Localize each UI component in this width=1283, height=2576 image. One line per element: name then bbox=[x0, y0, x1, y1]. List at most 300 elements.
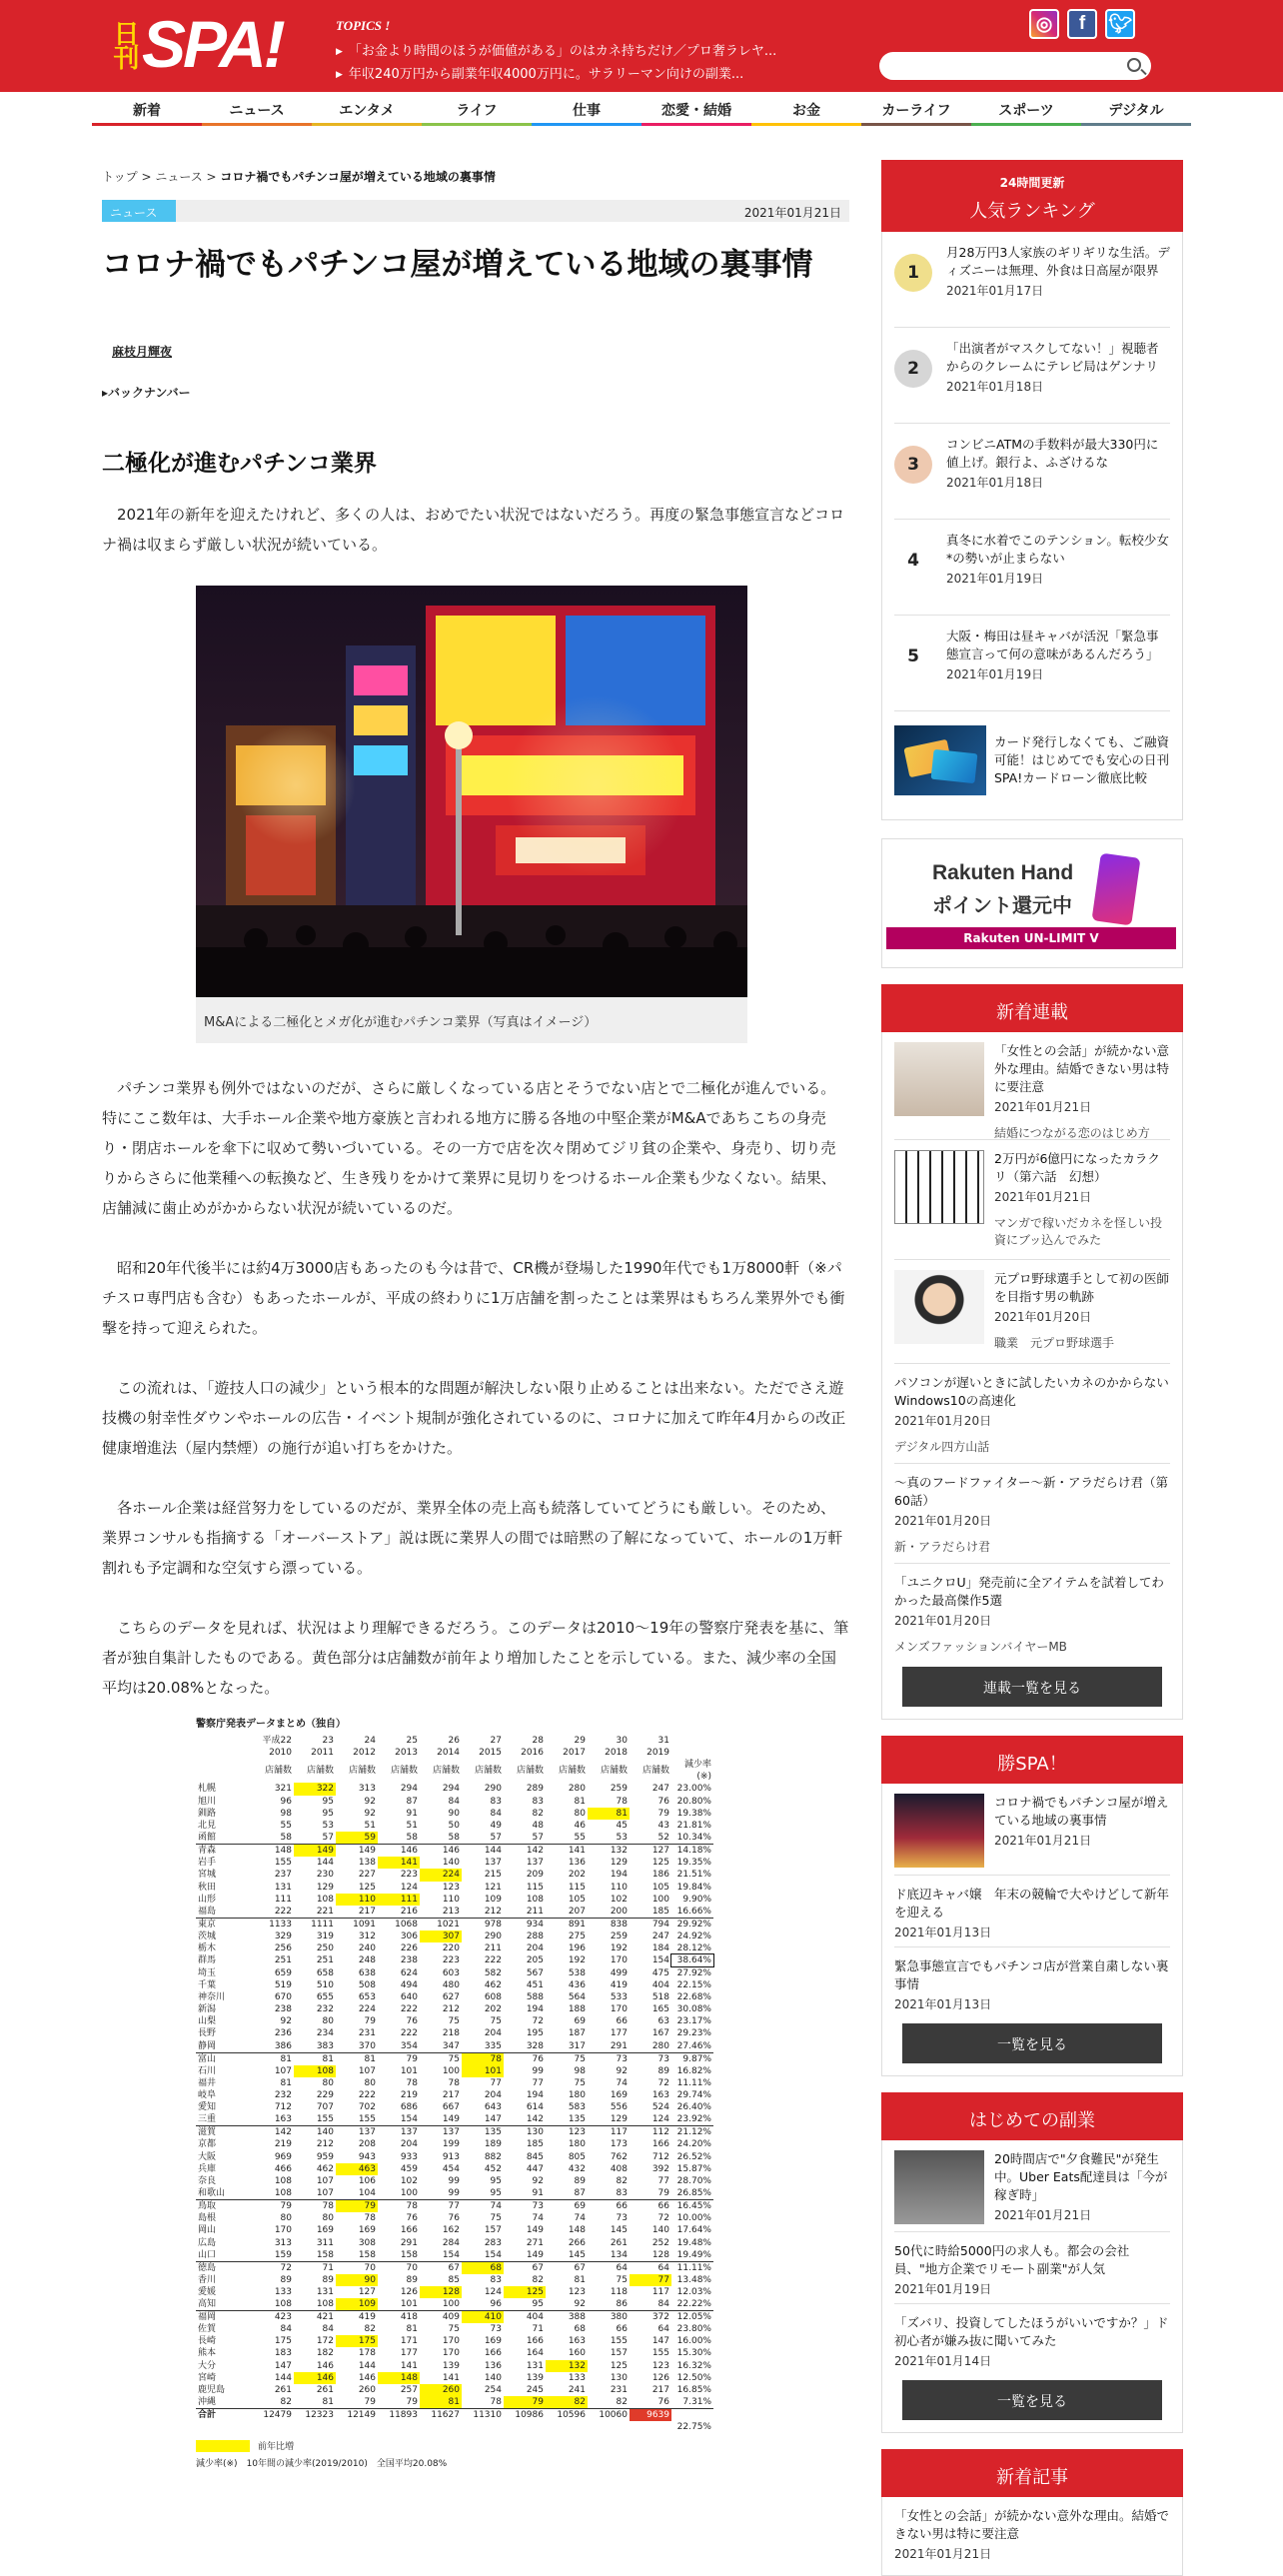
table-cell: 84 bbox=[322, 2324, 334, 2335]
table-cell: 店舗数 bbox=[306, 1766, 334, 1777]
table-cell: 163 bbox=[568, 2336, 586, 2347]
table-cell: 216 bbox=[400, 1906, 418, 1917]
table-cell: 845 bbox=[526, 2151, 544, 2162]
table-cell: 658 bbox=[316, 1967, 334, 1978]
table-cell: 139 bbox=[526, 2372, 544, 2383]
table-cell: 岐阜 bbox=[198, 2090, 217, 2101]
table-cell bbox=[196, 2421, 252, 2433]
article-photo bbox=[196, 586, 747, 1043]
table-cell bbox=[378, 2421, 420, 2433]
table-cell: 123 bbox=[651, 2360, 669, 2371]
ranking-item[interactable] bbox=[894, 424, 1170, 520]
katsu-item[interactable] bbox=[894, 1876, 1170, 1947]
table-cell: 75 bbox=[490, 2213, 502, 2224]
katsu-item[interactable] bbox=[894, 1784, 1170, 1876]
serial-item[interactable] bbox=[894, 1140, 1170, 1260]
table-cell: 312 bbox=[358, 1931, 376, 1941]
table-cell: 20.80% bbox=[676, 1796, 711, 1807]
table-cell: 510 bbox=[316, 1979, 334, 1990]
card-loan-ad[interactable] bbox=[894, 711, 1170, 819]
table-cell: 230 bbox=[316, 1870, 334, 1881]
rank-number: 4 bbox=[907, 551, 919, 571]
table-cell: 82 bbox=[546, 2396, 588, 2409]
ranking-item[interactable] bbox=[894, 616, 1170, 711]
table-cell: 12.03% bbox=[676, 2286, 711, 2297]
table-cell: 475 bbox=[651, 1967, 669, 1978]
table-cell: 11.11% bbox=[671, 2261, 713, 2274]
serial-name[interactable]: デジタル四方山話 bbox=[894, 1440, 990, 1454]
table-cell: 162 bbox=[442, 2225, 460, 2236]
table-cell: 627 bbox=[442, 1991, 460, 2002]
table-cell: 144 bbox=[274, 2372, 292, 2383]
table-cell: 栃木 bbox=[198, 1943, 217, 1954]
table-cell: 神奈川 bbox=[198, 1991, 226, 2002]
table-cell: 73 bbox=[616, 2213, 628, 2224]
table-cell: 169 bbox=[358, 2225, 376, 2236]
table-row bbox=[196, 2040, 713, 2053]
table-cell: 78 bbox=[406, 2077, 418, 2088]
table-cell: 260 bbox=[420, 2384, 462, 2396]
table-row bbox=[196, 1894, 713, 1906]
new-article-date: 2021年01月21日 bbox=[894, 2547, 992, 2561]
table-row bbox=[196, 1979, 713, 1991]
table-cell: 155 bbox=[358, 2114, 376, 2125]
ranking-title-text: 大阪・梅田は昼キャバが活況「緊急事態宣言って何の意味があるんだろう」 2021年01月19日 bbox=[946, 628, 1170, 683]
breadcrumb-news[interactable]: ニュース bbox=[155, 170, 203, 184]
side-job-list-button[interactable]: 一覧を見る bbox=[902, 2380, 1162, 2420]
table-cell: 82 bbox=[532, 2274, 544, 2285]
table-cell: 72 bbox=[252, 2261, 294, 2274]
table-cell: 51 bbox=[364, 1821, 376, 1832]
table-title: 警察庁発表データまとめ（独自） bbox=[196, 1719, 346, 1730]
table-cell: 98 bbox=[280, 1808, 292, 1819]
table-cell: 200 bbox=[610, 1906, 628, 1917]
table-cell: 146 bbox=[294, 2372, 336, 2384]
table-cell: 110 bbox=[336, 1894, 378, 1906]
table-cell bbox=[671, 1747, 713, 1759]
table-cell: 奈良 bbox=[198, 2175, 217, 2186]
table-cell: 141 bbox=[400, 2360, 418, 2371]
table-cell: 53 bbox=[616, 1833, 628, 1844]
sidebar bbox=[881, 160, 1183, 2576]
table-cell: 19.38% bbox=[676, 1808, 711, 1819]
table-cell: 24.20% bbox=[676, 2139, 711, 2150]
table-cell: 91 bbox=[532, 2188, 544, 2199]
nav-item-love[interactable]: 恋愛・結婚 bbox=[642, 92, 751, 126]
table-cell: 7.31% bbox=[682, 2397, 711, 2408]
table-cell: 徳島 bbox=[196, 2261, 252, 2274]
table-cell: 16.82% bbox=[676, 2065, 711, 2076]
table-cell: 121 bbox=[484, 1882, 502, 1893]
table-cell: 329 bbox=[274, 1931, 292, 1941]
author-link[interactable]: 麻枝月輝夜 bbox=[112, 345, 173, 359]
table-cell: 624 bbox=[400, 1967, 418, 1978]
katsu-thumbnail bbox=[894, 1794, 984, 1868]
table-cell: 115 bbox=[526, 1882, 544, 1893]
table-cell: 141 bbox=[378, 1857, 420, 1869]
instagram-icon[interactable]: ◎ bbox=[1029, 9, 1059, 39]
table-row bbox=[196, 1796, 713, 1808]
serial-name[interactable]: 結婚につながる恋のはじめ方 bbox=[994, 1126, 1150, 1140]
table-cell: 12479 bbox=[252, 2409, 294, 2422]
table-cell: 長崎 bbox=[198, 2336, 217, 2347]
table-cell: 店舗数 bbox=[516, 1766, 544, 1777]
serial-item[interactable] bbox=[894, 1364, 1170, 1464]
table-cell: 149 bbox=[336, 1845, 378, 1858]
table-row bbox=[196, 1942, 713, 1954]
serial-list bbox=[881, 1032, 1183, 1720]
table-cell: 202 bbox=[568, 1870, 586, 1881]
table-cell: 84 bbox=[280, 2324, 292, 2335]
table-cell: 583 bbox=[568, 2102, 586, 2113]
table-row bbox=[196, 2089, 713, 2101]
category-badge[interactable]: ニュース bbox=[102, 200, 176, 222]
table-cell: 125 bbox=[610, 2360, 628, 2371]
table-cell: 215 bbox=[484, 1870, 502, 1881]
table-cell: 2010 bbox=[269, 1748, 292, 1759]
table-row bbox=[196, 2052, 713, 2065]
table-cell: 130 bbox=[504, 2126, 546, 2139]
table-cell: 169 bbox=[316, 2225, 334, 2236]
table-cell: 209 bbox=[526, 1870, 544, 1881]
table-row bbox=[196, 2163, 713, 2175]
serial-list-button[interactable]: 連載一覧を見る bbox=[902, 1667, 1162, 1707]
table-cell: 133 bbox=[568, 2372, 586, 2383]
table-cell: 81 bbox=[322, 2397, 334, 2408]
serial-date: 2021年01月20日 bbox=[994, 1310, 1092, 1324]
table-cell: 87 bbox=[574, 2188, 586, 2199]
table-cell: 75 bbox=[490, 2016, 502, 2027]
breadcrumb-separator: > bbox=[137, 170, 156, 184]
social-links bbox=[1029, 9, 1135, 39]
table-cell: 188 bbox=[568, 2004, 586, 2015]
table-cell: 14.18% bbox=[671, 1845, 713, 1858]
table-cell: 204 bbox=[526, 1943, 544, 1954]
table-row bbox=[196, 2113, 713, 2126]
new-article-item[interactable] bbox=[894, 2497, 1170, 2563]
table-cell: 237 bbox=[274, 1870, 292, 1881]
table-cell: 鳥取 bbox=[196, 2200, 252, 2213]
table-cell: 208 bbox=[358, 2139, 376, 2150]
table-cell: 105 bbox=[568, 1894, 586, 1905]
table-cell: 79 bbox=[364, 2016, 376, 2027]
site-logo[interactable] bbox=[109, 7, 283, 81]
table-cell: 82 bbox=[532, 1808, 544, 1819]
table-row bbox=[196, 2298, 713, 2311]
table-row bbox=[196, 2335, 713, 2347]
katsu-list-button[interactable]: 一覧を見る bbox=[902, 2023, 1162, 2063]
table-cell: 16.45% bbox=[671, 2200, 713, 2213]
table-cell: 499 bbox=[610, 1967, 628, 1978]
table-cell: 284 bbox=[442, 2237, 460, 2248]
nav-item-sports[interactable]: スポーツ bbox=[971, 92, 1081, 126]
table-cell bbox=[671, 1735, 713, 1747]
breadcrumb-current: コロナ禍でもパチンコ屋が増えている地域の裏事情 bbox=[220, 170, 496, 184]
table-cell: 155 bbox=[316, 2114, 334, 2125]
table-row bbox=[196, 2065, 713, 2077]
table-cell: 111 bbox=[378, 1894, 420, 1906]
table-cell: 77 bbox=[630, 2274, 671, 2286]
table-cell: 74 bbox=[532, 2213, 544, 2224]
table-cell: 108 bbox=[274, 2299, 292, 2309]
nav-item-carlife[interactable]: カーライフ bbox=[861, 92, 971, 126]
ranking-item[interactable] bbox=[894, 520, 1170, 616]
table-cell: 63 bbox=[657, 2016, 669, 2027]
nav-item-new[interactable]: 新着 bbox=[92, 92, 202, 126]
article bbox=[102, 168, 849, 1703]
table-cell: 252 bbox=[651, 2237, 669, 2248]
table-cell: 店舗数 bbox=[348, 1766, 376, 1777]
table-cell bbox=[630, 2421, 671, 2433]
table-cell: 100 bbox=[651, 1894, 669, 1905]
table-cell: 79 bbox=[252, 2200, 294, 2213]
table-cell: 261 bbox=[316, 2385, 334, 2396]
table-cell: 静岡 bbox=[198, 2040, 217, 2051]
table-cell: 762 bbox=[610, 2151, 628, 2162]
ranking-date: 2021年01月17日 bbox=[946, 284, 1044, 298]
table-row bbox=[196, 2311, 713, 2324]
table-cell: 9639 bbox=[630, 2409, 671, 2422]
table-cell: 77 bbox=[490, 2077, 502, 2088]
table-cell: 166 bbox=[526, 2336, 544, 2347]
table-cell: 419 bbox=[610, 1979, 628, 1990]
table-cell: 220 bbox=[442, 1943, 460, 1954]
table-cell: 137 bbox=[526, 1858, 544, 1869]
table-cell: 108 bbox=[316, 1894, 334, 1905]
table-cell: 136 bbox=[568, 1858, 586, 1869]
table-cell: 251 bbox=[274, 1955, 292, 1966]
table-cell: 84 bbox=[490, 1808, 502, 1819]
table-cell: 307 bbox=[420, 1931, 462, 1942]
table-cell: 144 bbox=[462, 1845, 504, 1858]
table-cell: 166 bbox=[651, 2139, 669, 2150]
table-cell: 50 bbox=[448, 1821, 460, 1832]
new-articles-section bbox=[881, 2449, 1183, 2576]
table-cell: 128 bbox=[420, 2286, 462, 2298]
table-cell bbox=[294, 2421, 336, 2433]
table-cell: 15.30% bbox=[676, 2348, 711, 2359]
table-cell: 386 bbox=[274, 2040, 292, 2051]
table-row bbox=[196, 1759, 713, 1783]
table-cell: 227 bbox=[358, 1870, 376, 1881]
table-cell: 1111 bbox=[294, 1918, 336, 1931]
table-row bbox=[196, 1808, 713, 1820]
table-cell: 北見 bbox=[198, 1821, 217, 1832]
search-input[interactable] bbox=[879, 52, 1151, 80]
table-cell: 兵庫 bbox=[198, 2163, 217, 2174]
table-cell: 102 bbox=[400, 2175, 418, 2186]
table-cell: 175 bbox=[274, 2336, 292, 2347]
table-cell: 90 bbox=[336, 2274, 378, 2286]
table-cell: 238 bbox=[400, 1955, 418, 1966]
table-cell: 125 bbox=[651, 1858, 669, 1869]
topics-title: TOPICS ! bbox=[336, 18, 391, 33]
table-cell: 222 bbox=[400, 2004, 418, 2015]
table-row bbox=[196, 1857, 713, 1869]
rakuten-banner[interactable] bbox=[881, 838, 1183, 968]
ranking-date: 2021年01月18日 bbox=[946, 380, 1044, 394]
nav-item-news[interactable]: ニュース bbox=[202, 92, 312, 126]
table-cell: 72 bbox=[657, 2077, 669, 2088]
ranking-item[interactable] bbox=[894, 232, 1170, 328]
table-cell: 78 bbox=[378, 2200, 420, 2213]
table-cell: 26.40% bbox=[676, 2102, 711, 2113]
table-cell: 217 bbox=[651, 2385, 669, 2396]
table-cell: 78 bbox=[490, 2397, 502, 2408]
table-cell: 鹿児島 bbox=[198, 2385, 226, 2396]
table-cell: 岩手 bbox=[198, 1858, 217, 1869]
table-cell: 76 bbox=[448, 2213, 460, 2224]
serial-name[interactable]: 新・アラだらけ君 bbox=[894, 1540, 991, 1554]
ranking-item[interactable] bbox=[894, 328, 1170, 424]
table-cell: 159 bbox=[274, 2249, 292, 2260]
table-cell: 319 bbox=[316, 1931, 334, 1941]
serial-item[interactable] bbox=[894, 1464, 1170, 1564]
rank-number: 1 bbox=[894, 254, 932, 292]
search-icon[interactable] bbox=[1127, 58, 1141, 72]
table-cell: 404 bbox=[651, 1979, 669, 1990]
table-cell: 141 bbox=[546, 1845, 588, 1858]
table-cell: 79 bbox=[336, 2200, 378, 2213]
nav-item-money[interactable]: お金 bbox=[751, 92, 861, 126]
table-cell: 182 bbox=[316, 2348, 334, 2359]
twitter-icon[interactable]: 🐦︎ bbox=[1105, 9, 1135, 39]
side-job-item[interactable] bbox=[894, 2140, 1170, 2232]
katsu-title: ド底辺キャバ嬢 年末の競輪で大やけどして新年を迎える 2021年01月13日 bbox=[894, 1887, 1170, 1939]
table-cell: 347 bbox=[442, 2040, 460, 2051]
side-job-item[interactable] bbox=[894, 2232, 1170, 2304]
table-cell: 100 bbox=[442, 2065, 460, 2076]
table-cell: 83 bbox=[532, 1796, 544, 1807]
table-cell: 11310 bbox=[462, 2409, 504, 2422]
table-cell: 30 bbox=[616, 1736, 628, 1747]
side-job-item[interactable] bbox=[894, 2304, 1170, 2368]
serial-item[interactable] bbox=[894, 1564, 1170, 1655]
serial-title: 元プロ野球選手として初の医師を目指す男の軌跡 2021年01月20日 bbox=[994, 1271, 1170, 1324]
breadcrumb-top[interactable]: トップ bbox=[102, 170, 138, 184]
facebook-icon[interactable]: f bbox=[1067, 9, 1097, 39]
table-cell: 110 bbox=[442, 1894, 460, 1905]
table-row bbox=[196, 2224, 713, 2236]
table-cell: 271 bbox=[526, 2237, 544, 2248]
backnumber-link[interactable]: ▸ バックナンバー bbox=[102, 384, 849, 401]
table-cell: 462 bbox=[484, 1979, 502, 1990]
rank-number: 2 bbox=[894, 350, 932, 388]
table-cell: 404 bbox=[504, 2311, 546, 2324]
table-cell: 219 bbox=[274, 2139, 292, 2150]
table-cell: 138 bbox=[358, 1858, 376, 1869]
topic-link[interactable]: ▶ 「お金より時間のほうが価値がある」のはカネ持ちだけ／プロ奢ラレヤ... bbox=[336, 40, 776, 59]
table-cell: 146 bbox=[358, 2372, 376, 2383]
table-cell: 969 bbox=[274, 2151, 292, 2162]
table-cell: 978 bbox=[462, 1918, 504, 1931]
table-cell: 260 bbox=[358, 2385, 376, 2396]
table-cell: 19.84% bbox=[676, 1882, 711, 1893]
table-cell: 73 bbox=[588, 2052, 630, 2065]
table-cell: 87 bbox=[406, 1796, 418, 1807]
table-cell: 266 bbox=[568, 2237, 586, 2248]
table-cell: 108 bbox=[274, 2175, 292, 2186]
nav-item-digital[interactable]: デジタル bbox=[1081, 92, 1191, 126]
table-cell: 73 bbox=[630, 2052, 671, 2065]
table-cell: 288 bbox=[526, 1931, 544, 1941]
table-cell: 133 bbox=[274, 2286, 292, 2297]
table-cell: 68 bbox=[574, 2324, 586, 2335]
table-cell: 217 bbox=[442, 2090, 460, 2101]
table-cell: 81 bbox=[280, 2077, 292, 2088]
table-cell: 222 bbox=[484, 1955, 502, 1966]
katsu-item[interactable] bbox=[894, 1947, 1170, 2011]
table-cell: 78 bbox=[448, 2077, 460, 2088]
table-cell: 567 bbox=[526, 1967, 544, 1978]
table-cell: 島根 bbox=[198, 2213, 217, 2224]
nav-item-work[interactable]: 仕事 bbox=[532, 92, 642, 126]
nav-item-entame[interactable]: エンタメ bbox=[312, 92, 422, 126]
table-cell: 291 bbox=[400, 2237, 418, 2248]
table-cell: 48 bbox=[532, 1821, 544, 1832]
table-row bbox=[196, 1783, 713, 1795]
section-title: 勝SPA！ bbox=[881, 1736, 1183, 1784]
table-cell: 83 bbox=[490, 1796, 502, 1807]
serial-item[interactable] bbox=[894, 1260, 1170, 1364]
site-header bbox=[0, 0, 1283, 92]
topic-link[interactable]: ▶ 年収240万円から副業年収4000万円に。サラリーマン向けの副業... bbox=[336, 63, 776, 82]
table-cell: 140 bbox=[294, 2126, 336, 2139]
serial-name[interactable]: メンズファッションバイヤーMB bbox=[894, 1640, 1067, 1654]
table-cell: 173 bbox=[610, 2139, 628, 2150]
table-row bbox=[196, 1954, 713, 1966]
table-cell: 160 bbox=[568, 2348, 586, 2359]
side-job-date: 2021年01月14日 bbox=[894, 2354, 992, 2368]
table-cell: 秋田 bbox=[198, 1882, 217, 1893]
serial-item[interactable] bbox=[894, 1032, 1170, 1140]
table-cell: 139 bbox=[442, 2360, 460, 2371]
serial-date: 2021年01月20日 bbox=[894, 1414, 992, 1428]
table-cell: 茨城 bbox=[198, 1931, 217, 1941]
table-cell: 175 bbox=[336, 2335, 378, 2347]
serial-name[interactable]: 職業 元プロ野球選手 bbox=[994, 1336, 1115, 1350]
table-cell: 231 bbox=[610, 2385, 628, 2396]
table-cell: 137 bbox=[336, 2126, 378, 2139]
table-row bbox=[196, 2126, 713, 2139]
table-cell: 224 bbox=[420, 1869, 462, 1881]
side-job-title: 50代に時給5000円の求人も。都会の会社員、"地方企業でリモート副業"が人気 2021年01月19日 bbox=[894, 2232, 1170, 2298]
table-cell: 21.51% bbox=[676, 1870, 711, 1881]
table-cell: 451 bbox=[526, 1979, 544, 1990]
table-cell: 95 bbox=[490, 2175, 502, 2186]
serial-name[interactable]: マンガで稼いだカネを怪しい投資にブッ込んでみた bbox=[994, 1216, 1163, 1247]
nav-item-life[interactable]: ライフ bbox=[422, 92, 532, 126]
table-cell: 317 bbox=[568, 2040, 586, 2051]
table-cell: 80 bbox=[322, 2077, 334, 2088]
table-cell: 148 bbox=[568, 2225, 586, 2236]
table-cell: 142 bbox=[252, 2126, 294, 2139]
table-cell: 9.90% bbox=[682, 1894, 711, 1905]
table-cell: 109 bbox=[336, 2298, 378, 2311]
table-cell bbox=[196, 1735, 252, 1747]
table-cell: 90 bbox=[448, 1808, 460, 1819]
table-cell: 1021 bbox=[420, 1918, 462, 1931]
table-cell: 95 bbox=[532, 2299, 544, 2309]
table-cell: 608 bbox=[484, 1991, 502, 2002]
table-cell: 22.22% bbox=[676, 2299, 711, 2309]
table-cell: 410 bbox=[462, 2311, 504, 2324]
katsu-spa-section bbox=[881, 1736, 1183, 2076]
table-cell: 129 bbox=[316, 1882, 334, 1893]
table-cell: 459 bbox=[400, 2163, 418, 2174]
table-cell: 99 bbox=[448, 2175, 460, 2186]
table-cell: 158 bbox=[358, 2249, 376, 2260]
